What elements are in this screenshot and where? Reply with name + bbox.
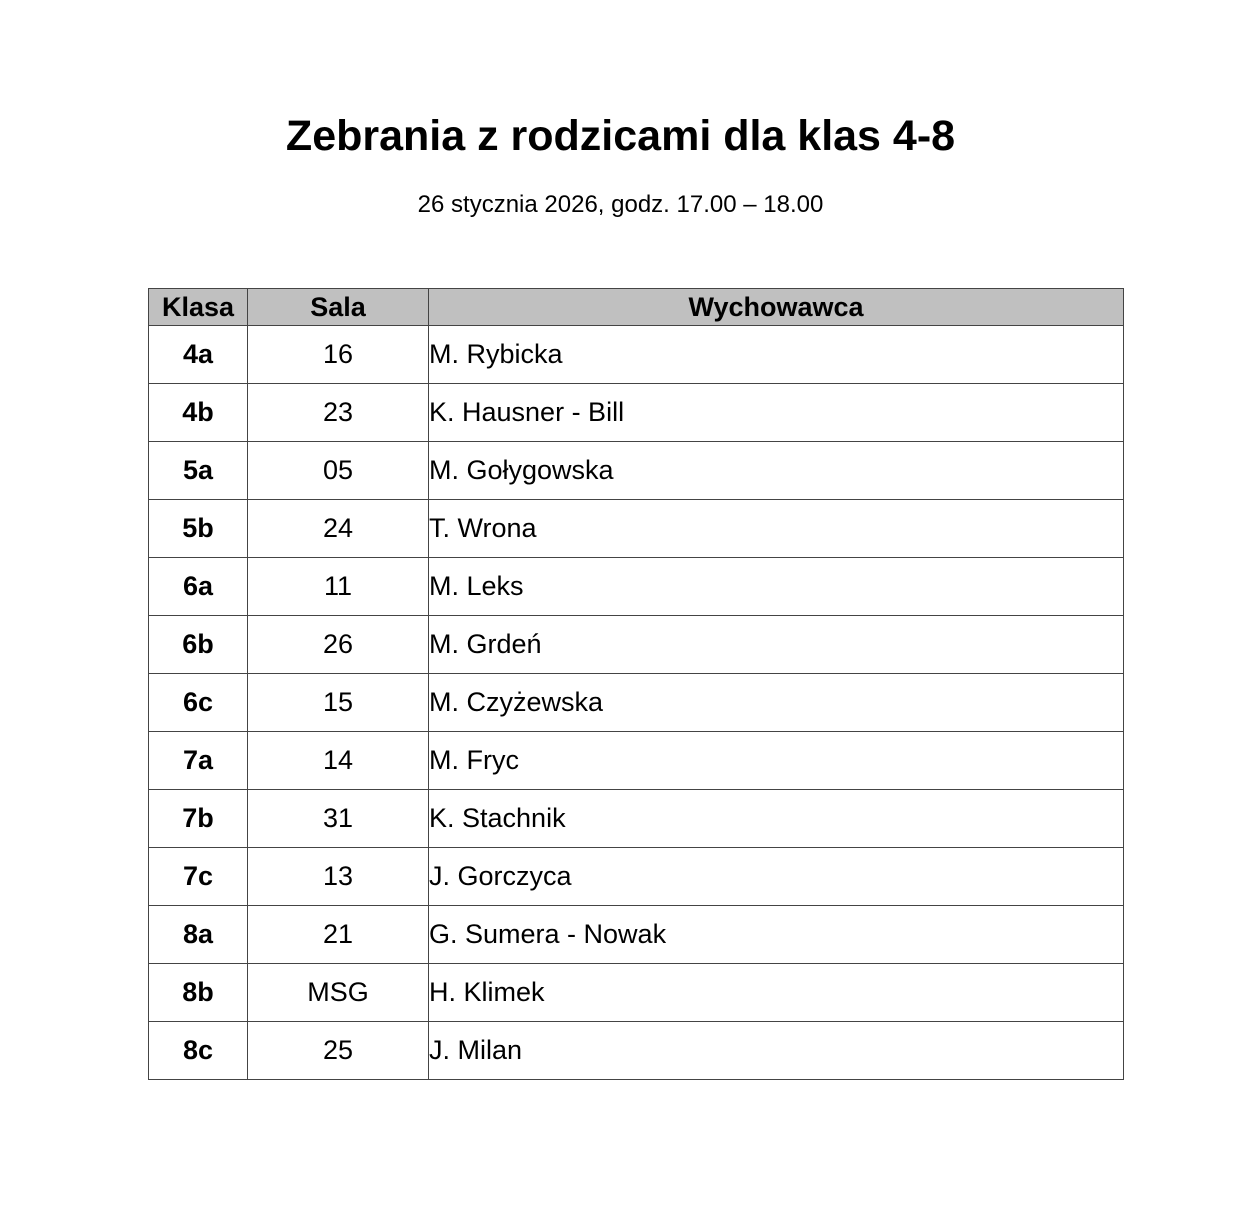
table-row — [149, 1022, 1124, 1080]
cell-klasa: 5b — [149, 500, 248, 558]
cell-wychowawca: M. Leks — [429, 558, 1124, 616]
schedule-table — [148, 288, 1124, 1080]
cell-sala: 11 — [248, 558, 429, 616]
cell-sala: 25 — [248, 1022, 429, 1080]
cell-wychowawca: K. Stachnik — [429, 790, 1124, 848]
cell-wychowawca: J. Milan — [429, 1022, 1124, 1080]
table-header — [149, 289, 1124, 326]
table-row — [149, 732, 1124, 790]
document-subtitle: 26 stycznia 2026, godz. 17.00 – 18.00 — [417, 191, 824, 218]
table-row — [149, 790, 1124, 848]
cell-sala: 23 — [248, 384, 429, 442]
cell-wychowawca: M. Fryc — [429, 732, 1124, 790]
cell-wychowawca: J. Gorczyca — [429, 848, 1124, 906]
cell-klasa: 6b — [149, 616, 248, 674]
cell-klasa: 6a — [149, 558, 248, 616]
cell-wychowawca: G. Sumera - Nowak — [429, 906, 1124, 964]
cell-klasa: 7a — [149, 732, 248, 790]
table-row — [149, 500, 1124, 558]
cell-sala: 14 — [248, 732, 429, 790]
table-row — [149, 384, 1124, 442]
header-row — [149, 289, 1124, 326]
cell-sala: 13 — [248, 848, 429, 906]
cell-klasa: 4b — [149, 384, 248, 442]
cell-wychowawca: K. Hausner - Bill — [429, 384, 1124, 442]
cell-wychowawca: M. Gołygowska — [429, 442, 1124, 500]
document-title: Zebrania z rodzicami dla klas 4-8 — [285, 112, 956, 160]
cell-wychowawca: M. Czyżewska — [429, 674, 1124, 732]
cell-sala: 15 — [248, 674, 429, 732]
table-row — [149, 906, 1124, 964]
cell-sala: 31 — [248, 790, 429, 848]
cell-klasa: 8c — [149, 1022, 248, 1080]
header-wychowawca: Wychowawca — [429, 289, 1124, 326]
cell-sala: 24 — [248, 500, 429, 558]
table-row — [149, 674, 1124, 732]
cell-klasa: 8b — [149, 964, 248, 1022]
cell-sala: 16 — [248, 326, 429, 384]
cell-klasa: 4a — [149, 326, 248, 384]
cell-wychowawca: T. Wrona — [429, 500, 1124, 558]
cell-sala: 05 — [248, 442, 429, 500]
cell-sala: 26 — [248, 616, 429, 674]
cell-klasa: 7b — [149, 790, 248, 848]
table-row — [149, 964, 1124, 1022]
table-row — [149, 848, 1124, 906]
cell-klasa: 8a — [149, 906, 248, 964]
cell-wychowawca: H. Klimek — [429, 964, 1124, 1022]
table-row — [149, 442, 1124, 500]
cell-wychowawca: M. Rybicka — [429, 326, 1124, 384]
table-body — [149, 326, 1124, 1080]
header-sala: Sala — [248, 289, 429, 326]
cell-klasa: 6c — [149, 674, 248, 732]
cell-klasa: 7c — [149, 848, 248, 906]
cell-sala: MSG — [248, 964, 429, 1022]
cell-wychowawca: M. Grdeń — [429, 616, 1124, 674]
table-row — [149, 558, 1124, 616]
table-row — [149, 326, 1124, 384]
cell-klasa: 5a — [149, 442, 248, 500]
header-klasa: Klasa — [149, 289, 248, 326]
cell-sala: 21 — [248, 906, 429, 964]
table-row — [149, 616, 1124, 674]
